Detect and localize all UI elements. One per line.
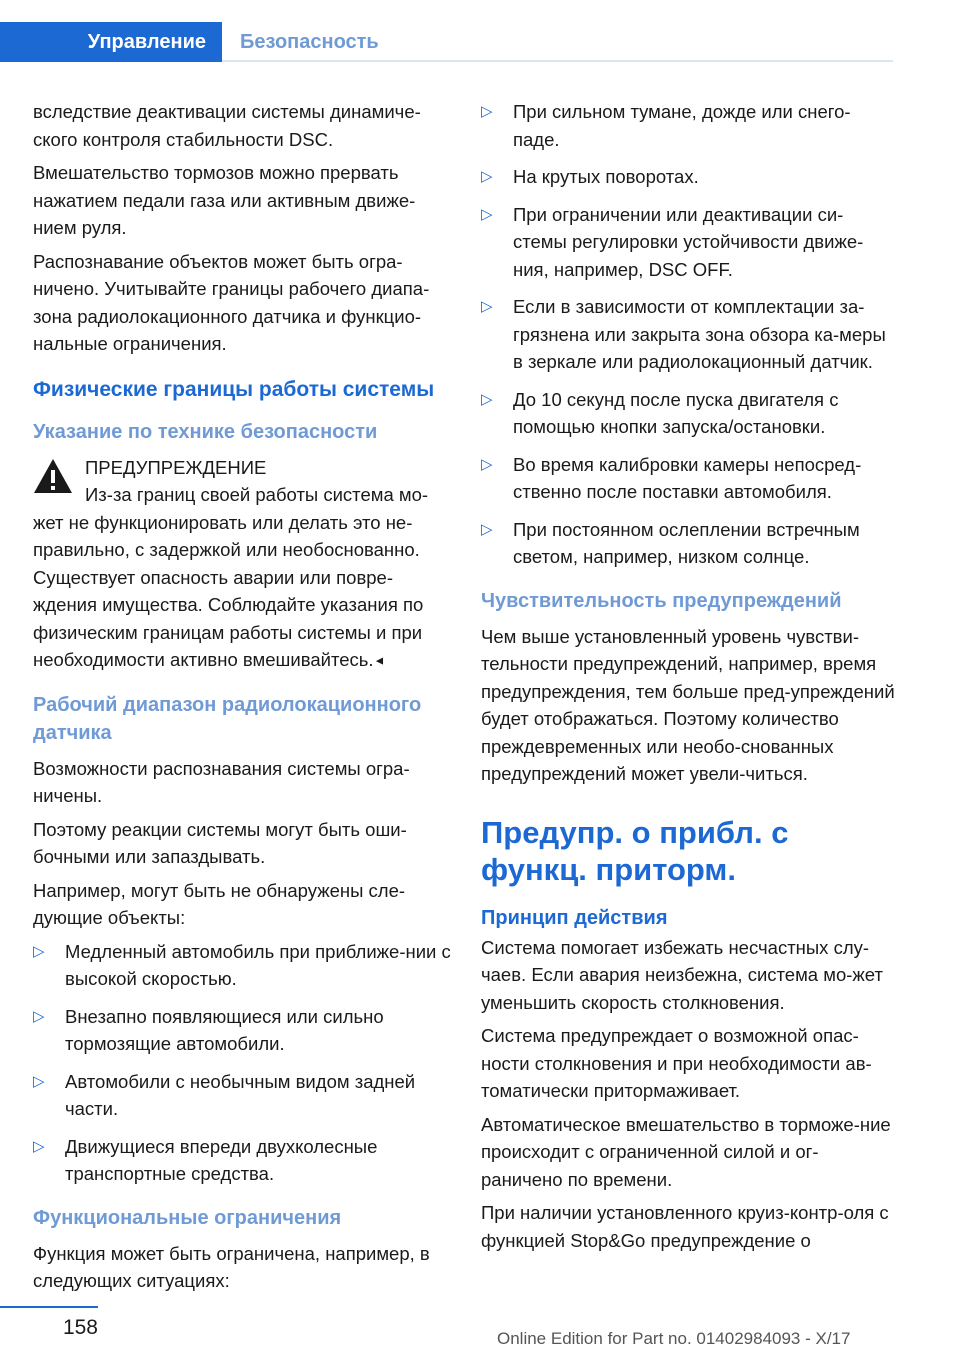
list-item: ▷ Внезапно появляющиеся или сильно тормозящие автомобили. — [33, 1003, 453, 1058]
bullet-icon: ▷ — [33, 942, 45, 960]
left-column — [33, 98, 453, 1301]
chapter-heading: Предупр. о прибл. с функц. приторм. — [481, 814, 789, 887]
warning-title: ПРЕДУПРЕЖДЕНИЕ — [85, 456, 267, 478]
object-list — [33, 938, 453, 1188]
subsection-heading: Чувствительность предупреждений — [481, 589, 842, 612]
page-number-rule — [0, 1306, 98, 1308]
paragraph: Вмешательство тормозов можно прервать нажатием педали газа или активным движе-нием руля. — [33, 162, 416, 238]
section-heading: Физические границы работы системы — [33, 377, 435, 401]
paragraph: Поэтому реакции системы могут быть оши-бочными или запаздывать. — [33, 818, 407, 868]
paragraph: Распознавание объектов может быть огра-ничено. Учитывайте границы рабочего диапа-зона радиолокационного датчика и функцио-нальные ограничения. — [33, 250, 430, 354]
paragraph: Возможности распознавания системы огра-ничены. — [33, 757, 410, 807]
tab-safety[interactable]: Безопасность — [240, 31, 379, 53]
list-item: ▷ На крутых поворотах. — [481, 163, 896, 191]
paragraph: Система предупреждает о возможной опас-ности столкновения и при необходимости ав-томатически притормаживает. — [481, 1025, 872, 1101]
subsection-heading: Функциональные ограничения — [33, 1206, 342, 1229]
list-item: ▷ Медленный автомобиль при приближе-нии с высокой скоростью. — [33, 938, 453, 993]
end-mark: ◄ — [373, 653, 386, 668]
bullet-icon: ▷ — [33, 1007, 45, 1025]
warning-icon — [33, 458, 73, 494]
list-item: ▷ Движущиеся впереди двухколесные транспортные средства. — [33, 1133, 453, 1188]
bullet-icon: ▷ — [481, 205, 493, 223]
list-item: ▷ До 10 секунд после пуска двигателя с помощью кнопки запуска/остановки. — [481, 386, 896, 441]
edition-footer: Online Edition for Part no. 01402984093 - X/17 — [497, 1329, 851, 1348]
list-item: ▷ Автомобили с необычным видом задней части. — [33, 1068, 453, 1123]
header-divider — [222, 60, 893, 62]
subsection-heading: Рабочий диапазон радиолокационного датчика — [33, 693, 422, 744]
section-heading: Принцип действия — [481, 906, 668, 929]
bullet-icon: ▷ — [481, 455, 493, 473]
bullet-icon: ▷ — [481, 520, 493, 538]
paragraph: Система помогает избежать несчастных слу-чаев. Если авария неизбежна, система мо-жет уменьшить скорость столкновения. — [481, 936, 883, 1013]
paragraph: Чем выше установленный уровень чувстви-тельности предупреждений, например, время предупреждения, тем больше пред-упреждений будет отображаться. Поэтому количество преждевременных или необо-снованных предупреждений может увели-читься. — [481, 625, 895, 784]
warning-text: жет не функционировать или делать это не-правильно, с задержкой или необоснованно. Существует опасность аварии или повре-ждения имущества. Соблюдайте указания по физическим границам работы системы и при необходимости активно вмешивайтесь. — [33, 511, 424, 670]
paragraph: Функция может быть ограничена, например, в следующих ситуациях: — [33, 1242, 430, 1292]
paragraph: При наличии установленного круиз-контр-оля с функцией Stop&Go предупреждение о — [481, 1202, 889, 1251]
list-item: ▷ Во время калибровки камеры непосред-ственно после поставки автомобиля. — [481, 451, 896, 506]
right-column — [481, 98, 896, 1260]
situation-list — [481, 98, 896, 571]
list-item: ▷ При ограничении или деактивации си-стемы регулировки устойчивости движе-ния, например, DSC OFF. — [481, 201, 896, 284]
warning-block — [33, 454, 453, 675]
bullet-icon: ▷ — [481, 168, 493, 185]
bullet-icon: ▷ — [481, 298, 493, 315]
subsection-heading: Указание по технике безопасности — [33, 420, 378, 443]
list-item: ▷ При сильном тумане, дожде или снего-паде. — [481, 98, 896, 153]
page-number: 158 — [62, 1316, 98, 1339]
list-item: ▷ Если в зависимости от комплектации за-грязнена или закрыта зона обзора ка-меры в зеркале или радиолокационный датчик. — [481, 293, 896, 376]
warning-first-line: Из-за границ своей работы система мо- — [85, 484, 429, 505]
list-item: ▷ При постоянном ослеплении встречным светом, например, низком солнце. — [481, 516, 896, 571]
paragraph: вследствие деактивации системы динамиче-ского контроля стабильности DSC. — [33, 101, 421, 150]
bullet-icon: ▷ — [481, 103, 493, 120]
header-tabs — [0, 22, 893, 62]
bullet-icon: ▷ — [33, 1072, 45, 1090]
tab-control[interactable]: Управление — [0, 22, 222, 62]
bullet-icon: ▷ — [33, 1137, 45, 1155]
paragraph: Например, могут быть не обнаружены сле-дующие объекты: — [33, 879, 406, 929]
paragraph: Автоматическое вмешательство в торможе-ние происходит с ограниченной силой и ог-раничено по времени. — [481, 1113, 891, 1190]
bullet-icon: ▷ — [481, 390, 493, 408]
